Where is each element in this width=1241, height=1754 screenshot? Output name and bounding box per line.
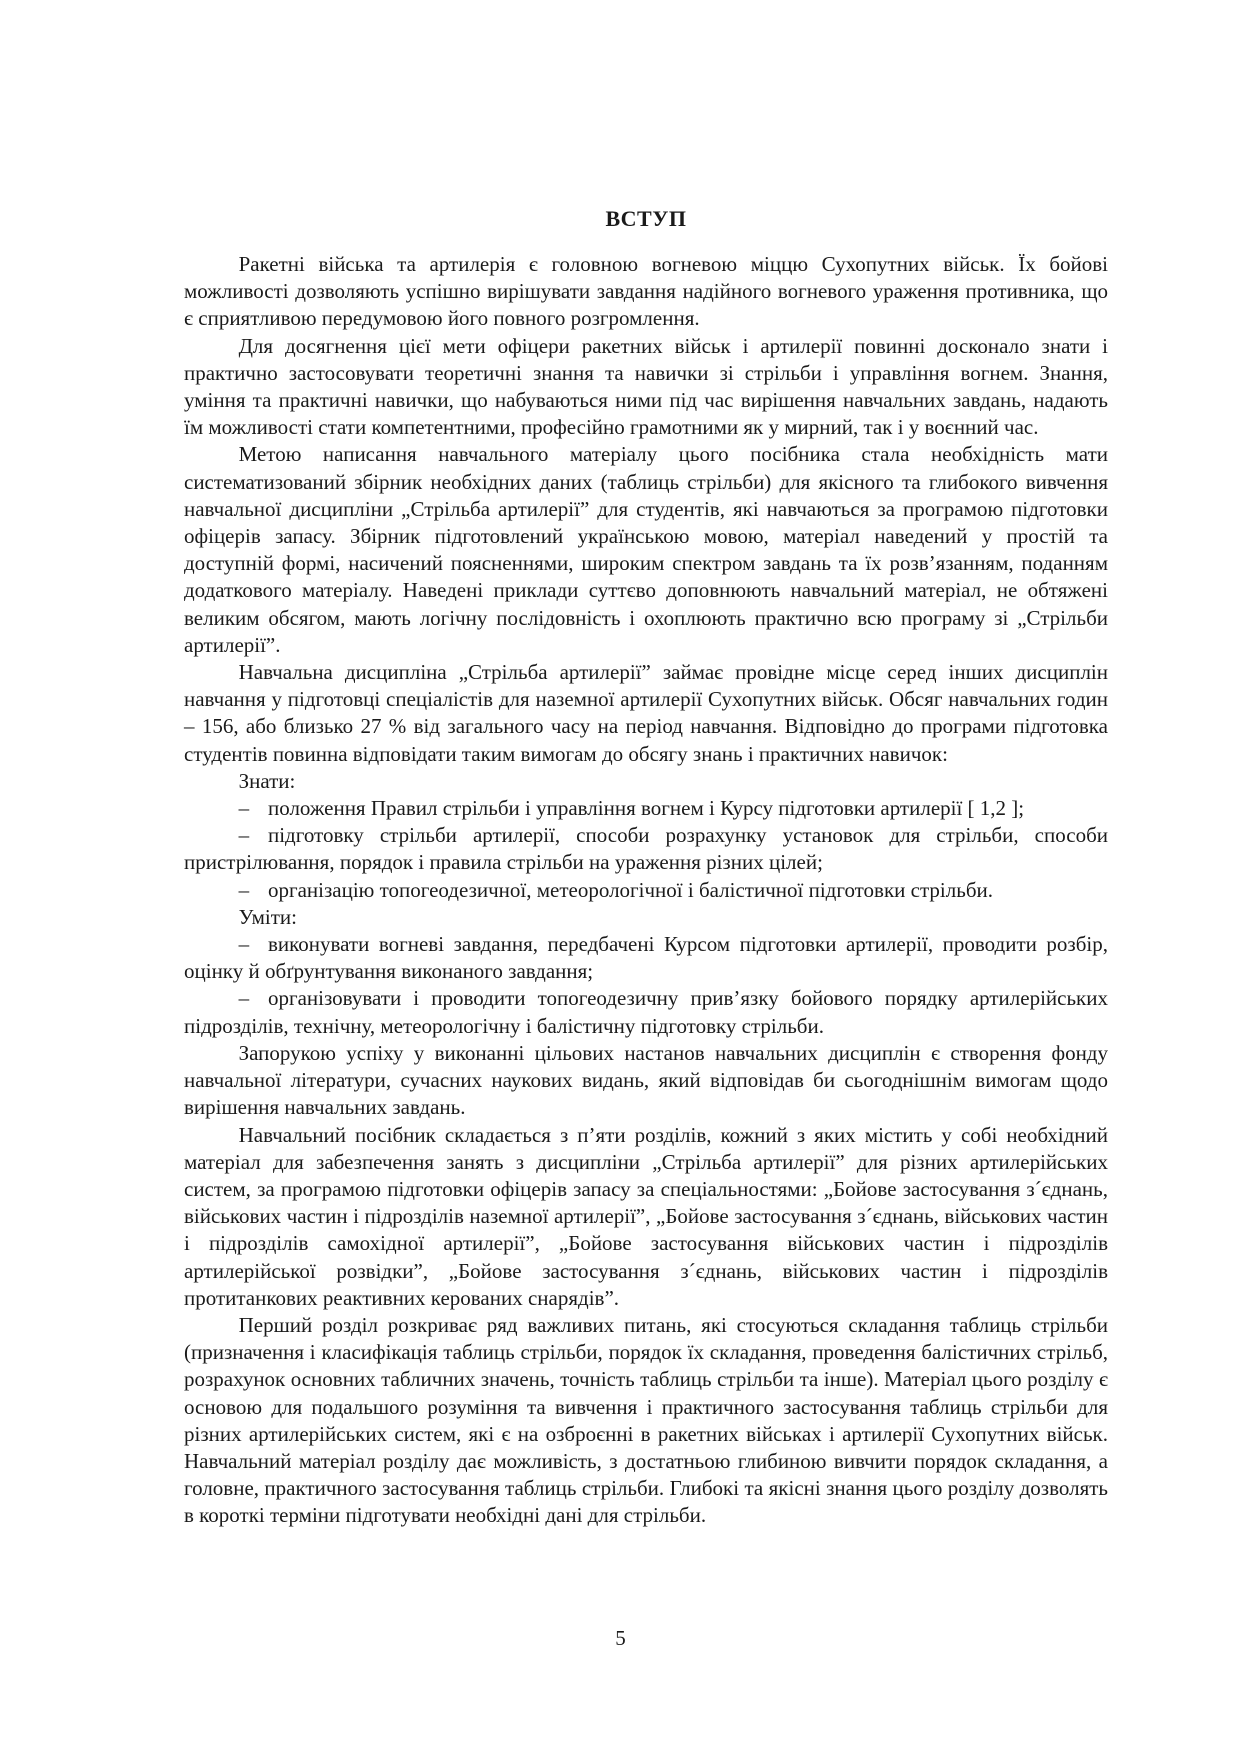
know-item-1 (184, 795, 1108, 822)
skill-label: Уміти: (238, 904, 297, 929)
page-number: 5 (615, 1626, 626, 1650)
list-dash: – (238, 823, 250, 848)
skill-item-2 (184, 985, 1108, 1039)
list-dash: – (238, 796, 250, 821)
paragraph-5: Запорукою успіху у виконанні цільових настанов навчальних дисциплін є створення фонду навчальної літератури, сучасних наукових видань, який відповідав би сьогоднішнім вимогам щодо вирішення навчальних завдань. (184, 1040, 1108, 1120)
paragraph-4: Навчальна дисципліна „Стрільба артилерії” займає провідне місце серед інших дисциплін навчання у підготовці спеціалістів для наземної артилерії Сухопутних військ. Обсяг навчальних годин – 156, або близько 27 % від загального часу на період навчання. Відповідно до програми підготовка студентів повинна відповідати таким вимогам до обсягу знань і практичних навичок: (184, 660, 1108, 766)
paragraph-6: Навчальний посібник складається з п’яти розділів, кожний з яких містить у собі необхідний матеріал для забезпечення занять з дисципліни „Стрільба артилерії” для різних артилерійських систем, за програмою підготовки офіцерів запасу за спеціальностями: „Бойове застосування з´єднань, військових частин і підрозділів наземної артилерії”, „Бойове застосування з´єднань, військових частин і підрозділів самохідної артилерії”, „Бойове застосування військових частин і підрозділів артилерійської розвідки”, „Бойове застосування з´єднань, військових частин і підрозділів протитанкових реактивних керованих снарядів”. (184, 1122, 1108, 1310)
know-label: Знати: (238, 768, 296, 793)
know-item-1-text: положення Правил стрільби і управління вогнем і Курсу підготовки артилерії [ 1,2 ]; (267, 796, 1025, 821)
list-dash: – (238, 986, 250, 1011)
know-item-2-text: підготовку стрільби артилерії, способи розрахунку установок для стрільби, способи пристрілювання, порядок і правила стрільби на ураження різних цілей; (184, 823, 1108, 875)
document-body (184, 205, 1108, 1530)
page-title: ВСТУП (605, 206, 687, 231)
know-item-3-text: організацію топогеодезичної, метеорологічної і балістичної підготовки стрільби. (267, 877, 993, 902)
paragraph-7: Перший розділ розкриває ряд важливих питань, які стосуються складання таблиць стрільби (призначення і класифікація таблиць стрільби, порядок їх складання, проведення балістичних стрільб, розрахунок основних табличних значень, точність таблиць стрільби та інше). Матеріал цього розділу є основою для подальшого розуміння та вивчення і практичного застосування таблиць стрільби для різних артилерійських систем, які є на озброєнні в ракетних військах і артилерії Сухопутних військ. Навчальний матеріал розділу дає можливість, з достатньою глибиною вивчити порядок складання, а головне, практичного застосування таблиць стрільби. Глибокі та якісні знання цього розділу дозволять в короткі терміни підготувати необхідні дані для стрільби. (184, 1312, 1108, 1528)
know-item-3 (184, 877, 1108, 904)
know-item-2 (184, 822, 1108, 876)
paragraph-1: Ракетні війська та артилерія є головною вогневою міццю Сухопутних військ. Їх бойові можливості дозволяють успішно вирішувати завдання надійного вогневого ураження противника, що є сприятливою передумовою його повного розгромлення. (184, 252, 1108, 331)
skill-item-1-text: виконувати вогневі завдання, передбачені Курсом підготовки артилерії, проводити розбір, оцінку й обґрунтування виконаного завдання; (184, 932, 1108, 984)
list-dash: – (238, 877, 250, 902)
skill-item-2-text: організовувати і проводити топогеодезичну прив’язку бойового порядку артилерійських підрозділів, технічну, метеорологічну і балістичну підготовку стрільби. (184, 986, 1108, 1038)
skill-item-1 (184, 931, 1108, 985)
list-dash: – (238, 932, 250, 957)
paragraph-3: Метою написання навчального матеріалу цього посібника стала необхідність мати систематизований збірник необхідних даних (таблиць стрільби) для якісного та глибокого вивчення навчальної дисципліни „Стрільба артилерії” для студентів, які навчаються за програмою підготовки офіцерів запасу. Збірник підготовлений українською мовою, матеріал наведений у простій та доступній формі, насичений поясненнями, широким спектром завдань та їх розв’язанням, поданням додаткового матеріалу. Наведені приклади суттєво доповнюють навчальний матеріал, не обтяжені великим обсягом, мають логічну послідовність і охоплюють практично всю програму зі „Стрільби артилерії”. (184, 442, 1108, 657)
paragraph-2: Для досягнення цієї мети офіцери ракетних військ і артилерії повинні досконало знати і практично застосовувати теоретичні знання та навички зі стрільби і управління вогнем. Знання, уміння та практичні навички, що набуваються ними під час вирішення навчальних завдань, надають їм можливості стати компетентними, професійно грамотними як у мирний, так і у воєнний час. (184, 333, 1108, 440)
